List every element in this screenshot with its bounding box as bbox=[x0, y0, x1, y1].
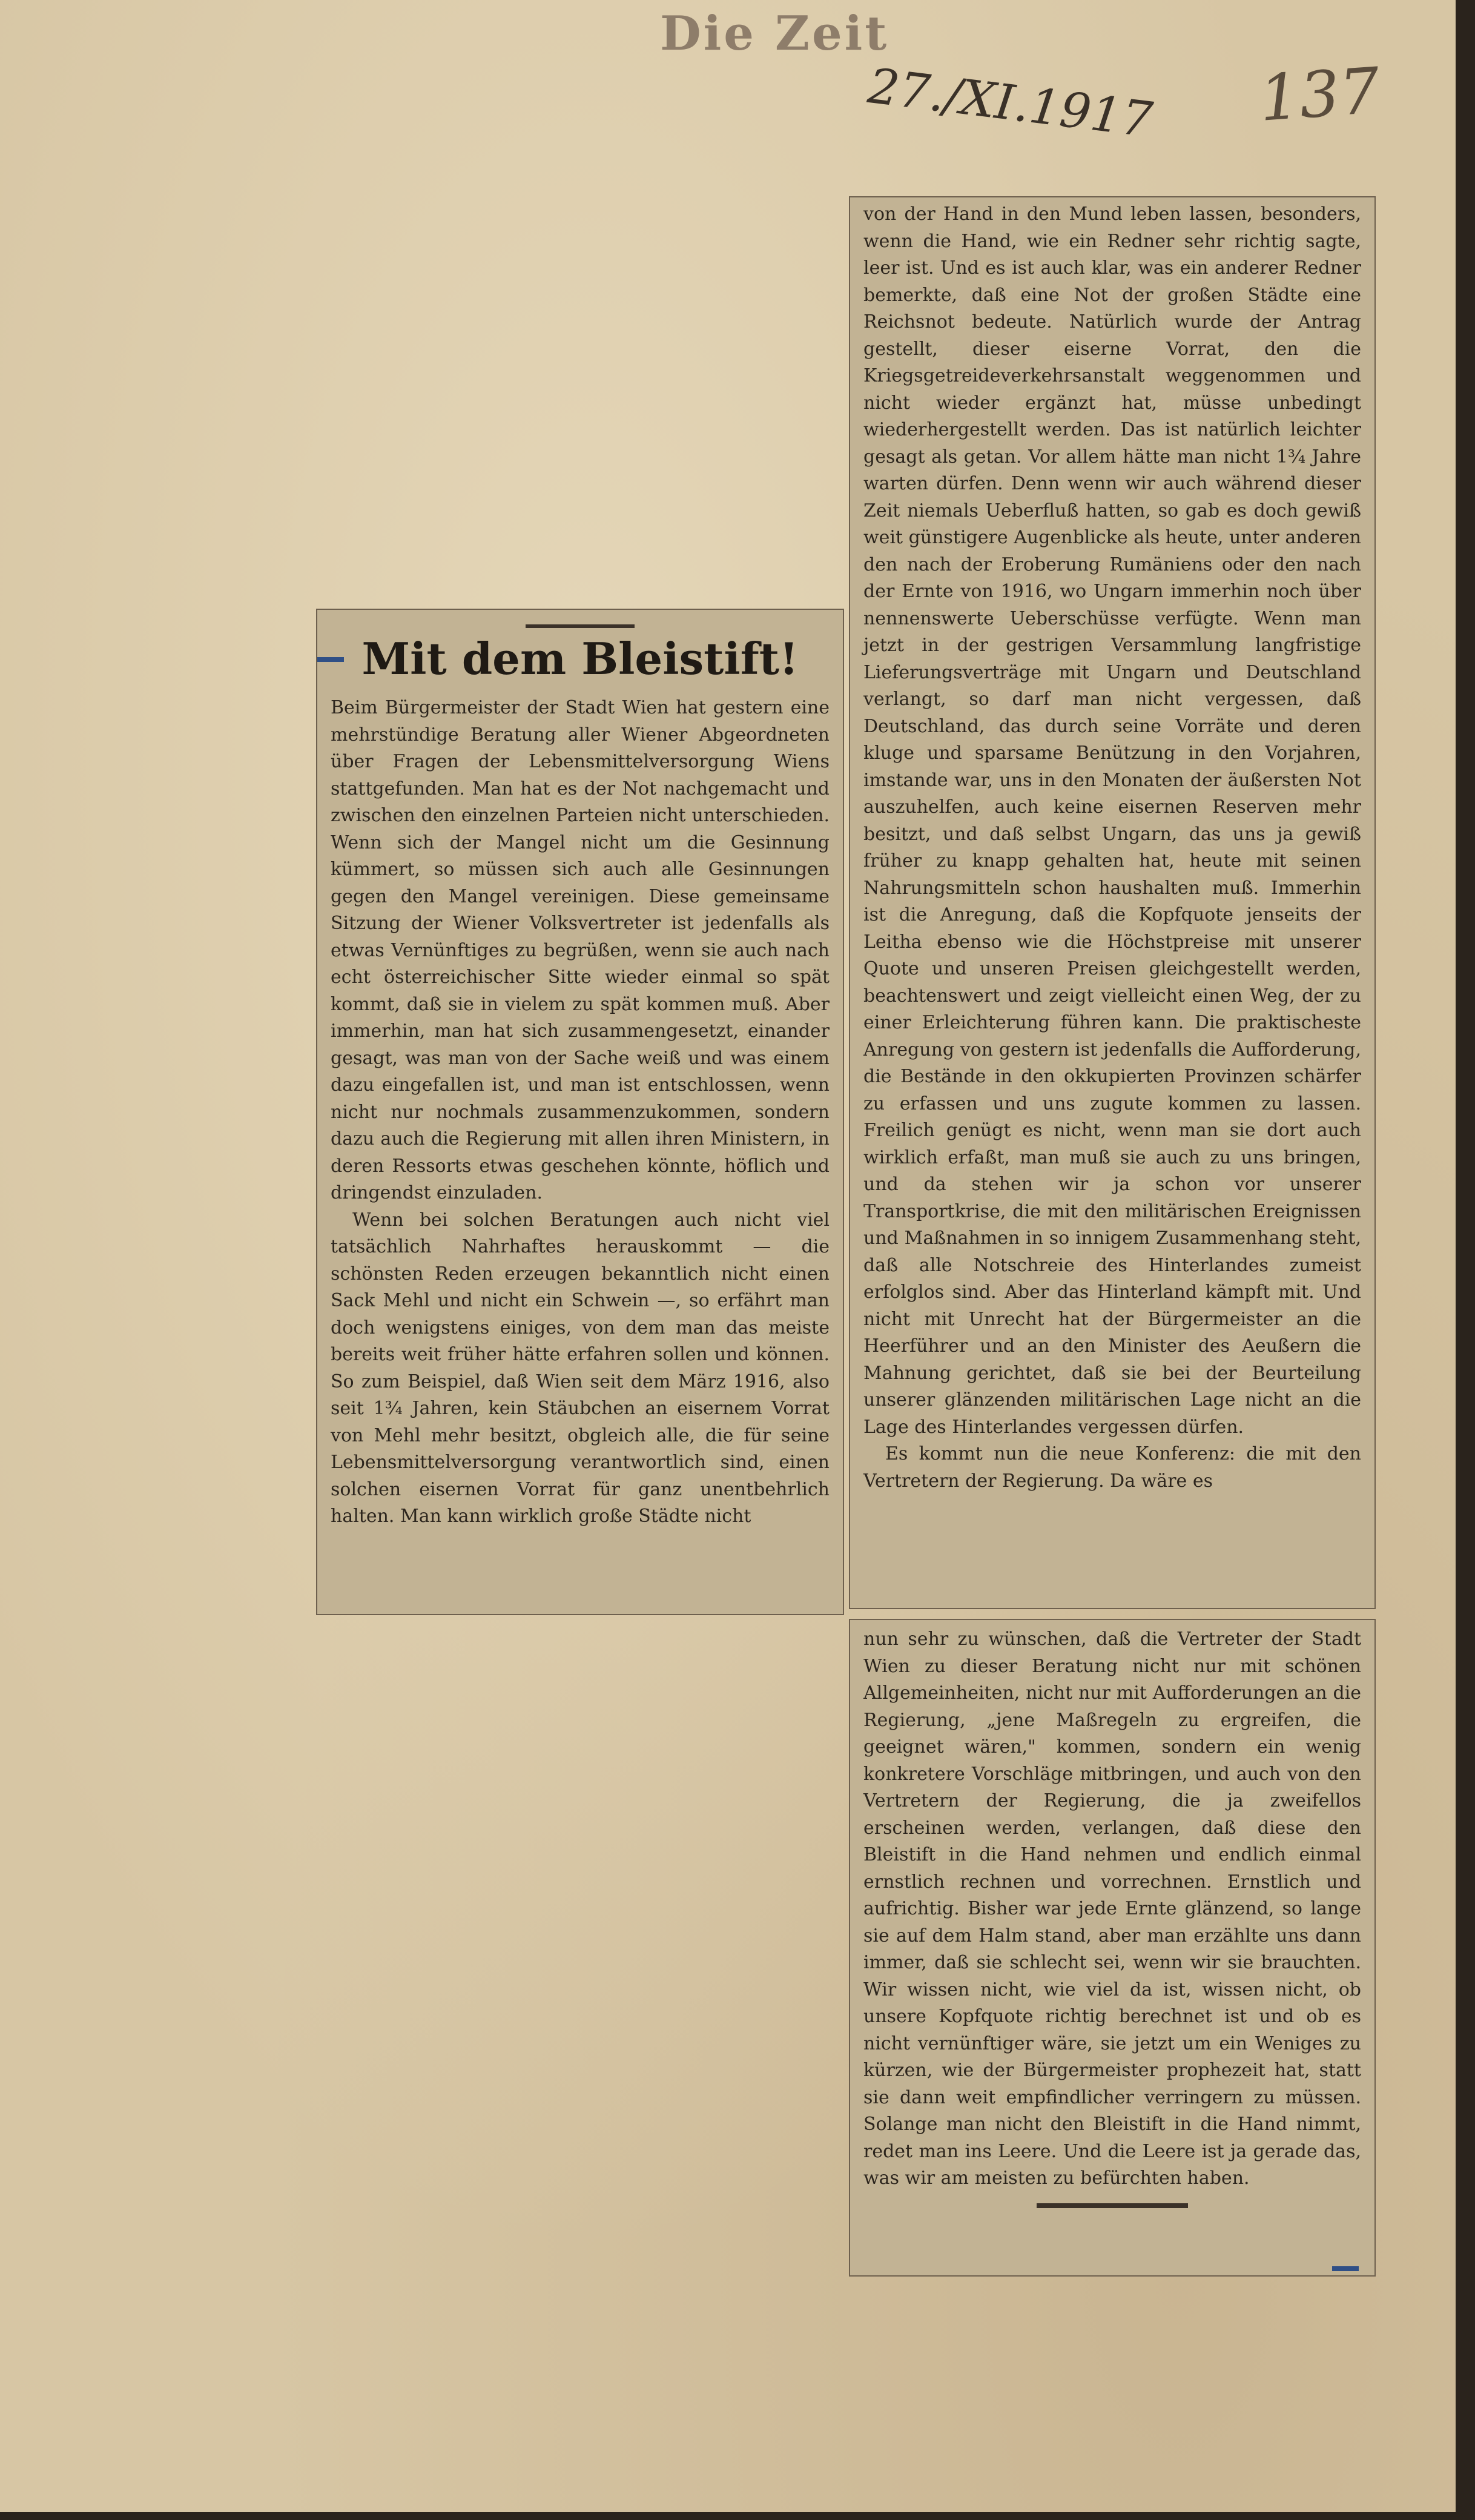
paragraph: von der Hand in den Mund leben lassen, besonders, wenn die Hand, wie ein Redner sehr richtig sagte, leer ist. Und es ist auch klar, was ein anderer Redner bemerkte, daß eine Not der großen Städte eine Reichsnot bedeute. Natürlich wurde der Antrag gestellt, dieser eiserne Vorrat, den die Kriegsgetreideverkehrsanstalt weggenommen und nicht wieder ergänzt hat, müsse unbedingt wiederhergestellt werden. Das ist natürlich leichter gesagt als getan. Vor allem hätte man nicht 1¾ Jahre warten dürfen. Denn wenn wir auch während dieser Zeit niemals Ueberfluß hatten, so gab es doch gewiß weit günstigere Augenblicke als heute, unter anderen den nach der Eroberung Rumäniens oder den nach der Ernte von 1916, wo Ungarn immerhin noch über nennenswerte Ueberschüsse verfügte. Wenn man jetzt in der gestrigen Versammlung langfristige Lieferungsverträge mit Ungarn und Deutschland verlangt, so darf man nicht vergessen, daß Deutschland, das durch seine Vorräte und deren kluge und sparsame Benützung in den Vorjahren, imstande war, uns in den Monaten der äußersten Not auszuhelfen, auch keine eisernen Reserven mehr besitzt, und daß selbst Ungarn, das uns ja gewiß früher zu knapp gehalten hat, heute mit seinen Nahrungsmitteln schon haushalten muß. Immerhin ist die Anregung, daß die Kopfquote jenseits der Leitha ebenso wie die Höchstpreise mit unserer Quote und unseren Preisen gleichgestellt werden, beachtenswert und zeigt vielleicht einen Weg, der zu einer Erleichterung führen kann. Die praktischeste Anregung von gestern ist jedenfalls die Aufforderung, die Bestände in den okkupierten Provinzen schärfer zu erfassen und uns zugute kommen zu lassen. Freilich genügt es nicht, wenn man sie dort auch wirklich erfaßt, man muß sie auch zu uns bringen, und da stehen wir ja schon vor unserer Transportkrise, die mit den militärischen Ereignissen und Maßnahmen in so innigem Zusammenhang steht, daß alle Notschreie des Hinterlandes zumeist erfolglos sind. Aber das Hinterland kämpft mit. Und nicht mit Unrecht hat der Bürgermeister an die Heerführer und an den Minister des Aeußern die Mahnung gerichtet, daß sie bei der Beurteilung unserer glänzenden militärischen Lage nicht an die Lage des Hinterlandes vergessen dürfen. bbox=[863, 203, 1361, 1438]
article-headline: Mit dem Bleistift! bbox=[361, 633, 799, 684]
headline-rule bbox=[526, 624, 635, 628]
paragraph: Wenn bei solchen Beratungen auch nicht viel tatsächlich Nahrhaftes herauskommt — die schönsten Reden erzeugen bekanntlich nicht einen Sack Mehl und nicht ein Schwein —, so erfährt man doch wenigstens einiges, von dem man das meiste bereits weit früher hätte erfahren sollen und können. So zum Beispiel, daß Wien seit dem März 1916, also seit 1¾ Jahren, kein Stäubchen an eisernem Vorrat von Mehl mehr besitzt, obgleich alle, die für seine Lebensmittelversorgung verantwortlich sind, einen solchen eisernen Vorrat für ganz unentbehrlich halten. Man kann wirklich große Städte nicht bbox=[331, 1209, 830, 1527]
sheet-edge-shadow bbox=[1456, 0, 1475, 2520]
handwritten-page-number: 137 bbox=[1256, 53, 1382, 136]
paragraph: nun sehr zu wünschen, daß die Vertreter der Stadt Wien zu dieser Beratung nicht nur mit schönen Allgemeinheiten, nicht nur mit Aufforderungen an die Regierung, „jene Maßregeln zu ergreifen, die geeignet wären," kommen, sondern ein wenig konkretere Vorschläge mitbringen, und auch von den Vertretern der Regierung, die ja zweifellos erscheinen werden, verlangen, daß diese den Bleistift in die Hand nehmen und endlich einmal ernstlich rechnen und vorrechnen. Ernstlich und aufrichtig. Bisher war jede Ernte glänzend, so lange sie auf dem Halm stand, aber man erzählte uns dann immer, daß sie schlecht sei, wenn wir sie brauchten. Wir wissen nicht, wie viel da ist, wissen nicht, ob unsere Kopfquote richtig berechnet ist und ob es nicht vernünftiger wäre, sie jetzt um ein Weniges zu kürzen, wie der Bürgermeister prophezeit hat, statt sie dann weit empfindlicher verringern zu müssen. Solange man nicht den Bleistift in die Hand nimmt, redet man ins Leere. Und die Leere ist ja gerade das, was wir am meisten zu befürchten haben. bbox=[863, 1629, 1361, 2189]
handwritten-date: 27./XI.1917 bbox=[865, 58, 1156, 148]
newspaper-masthead: Die Zeit bbox=[660, 6, 889, 61]
blue-pencil-mark bbox=[1332, 2266, 1359, 2271]
paragraph: Beim Bürgermeister der Stadt Wien hat gestern eine mehrstündige Beratung aller Wiener Abgeordneten über Fragen der Lebensmittelversorgung Wiens stattgefunden. Man hat es der Not nachgemacht und zwischen den einzelnen Parteien nicht unterschieden. Wenn sich der Mangel nicht um die Gesinnung kümmert, so müssen sich auch alle Gesinnungen gegen den Mangel vereinigen. Diese gemeinsame Sitzung der Wiener Volksvertreter ist jedenfalls als etwas Vernünftiges zu begrüßen, wenn sie auch nach echt österreichischer Sitte wieder einmal so spät kommt, daß sie in vielem zu spät kommen muß. Aber immerhin, man hat sich zusammengesetzt, einander gesagt, was man von der Sache weiß und was einem dazu eingefallen ist, und man ist entschlossen, wenn nicht nur nochmals zusammenzukommen, sondern dazu auch die Regierung mit allen ihren Ministern, in deren Ressorts etwas geschehen könnte, höflich und dringendst einzuladen. bbox=[331, 697, 830, 1203]
end-rule bbox=[1037, 2203, 1188, 2208]
clipping-column-left bbox=[316, 609, 844, 1615]
blue-pencil-mark bbox=[317, 657, 344, 662]
sheet-bottom-shadow bbox=[0, 2512, 1475, 2520]
paragraph: Es kommt nun die neue Konferenz: die mit den Vertretern der Regierung. Da wäre es bbox=[863, 1443, 1361, 1492]
clipping-column-right-bottom bbox=[849, 1619, 1376, 2277]
clipping-column-right-top bbox=[849, 196, 1376, 1609]
